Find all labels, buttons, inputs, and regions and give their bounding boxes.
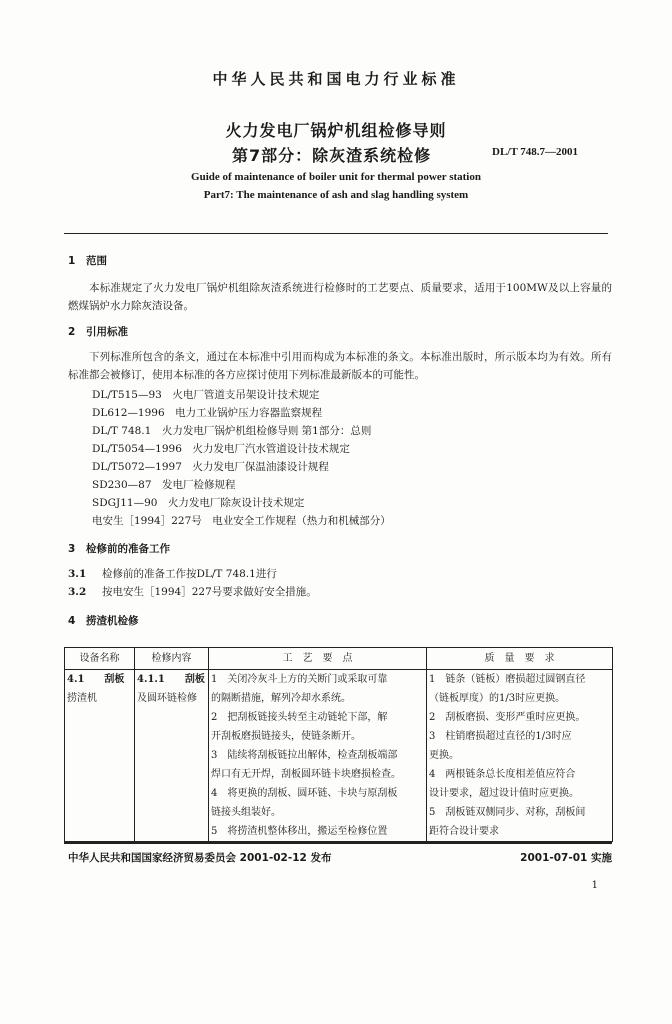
english-title-line-2: Part7: The maintenance of ash and slag handling system	[203, 189, 469, 201]
section-number: 4	[68, 615, 76, 627]
cell-line: 4 两根链条总长度相差值应符合	[429, 769, 576, 780]
section-2-heading	[68, 324, 128, 339]
header-equipment: 设备名称	[65, 648, 135, 670]
cell-line: 及圆环链检修	[137, 693, 197, 704]
clause-3-1	[68, 566, 277, 581]
document-number: DL/T 748.7—2001	[492, 146, 578, 158]
section-number: 3	[68, 543, 76, 555]
table-header-row	[65, 648, 613, 670]
quality-cell	[427, 670, 613, 842]
reference-item: DL/T 748.1 火力发电厂锅炉机组检修导则 第1部分：总则	[92, 425, 372, 437]
section-3-heading	[68, 541, 170, 556]
section-4-heading	[68, 613, 139, 628]
cell-line: 3 陆续将刮板链拉出解体，检查刮板端部	[211, 750, 398, 761]
reference-item: DL/T515—93 火电厂管道支吊架设计技术规定	[92, 389, 320, 401]
page-number: 1	[591, 880, 598, 891]
cell-line: 4.1 刮板	[67, 674, 125, 685]
section-2-text: 下列标准所包含的条文，通过在本标准中引用而构成为本标准的条文。本标准出版时，所示版本均为有效。所有标准都会被修订，使用本标准的各方应探讨使用下列标准最新版本的可能性。	[68, 351, 612, 381]
cell-line: 焊口有无开焊，刮板圆环链卡块磨损检查。	[211, 769, 401, 780]
cell-line: 链接头组装好。	[211, 807, 281, 818]
cell-line: 1 关闭冷灰斗上方的关断门或采取可靠	[211, 674, 388, 685]
cell-line: 更换。	[429, 750, 459, 761]
clause-text: 按电安生［1994］227号要求做好安全措施。	[102, 586, 317, 598]
section-number: 2	[68, 326, 76, 338]
header-divider	[64, 233, 608, 234]
cell-line: 4.1.1 刮板	[137, 674, 205, 685]
document-title: 火力发电厂锅炉机组检修导则	[225, 121, 447, 140]
cell-line: 3 柱销磨损超过直径的1/3时应	[429, 731, 572, 742]
cell-line: 开刮板磨损链接头，使链条断开。	[211, 731, 361, 742]
section-1-text: 本标准规定了火力发电厂锅炉机组除灰渣系统进行检修时的工艺要点、质量要求，适用于100MW及以上容量的燃煤锅炉水力除灰渣设备。	[68, 282, 612, 312]
clause-3-2	[68, 584, 317, 599]
maintenance-table	[64, 647, 613, 842]
header-process: 工 艺 要 点	[209, 648, 427, 670]
cell-line: 2 把刮板链接头转至主动链轮下部，解	[211, 712, 388, 723]
process-cell	[209, 670, 427, 842]
header-content: 检修内容	[135, 648, 209, 670]
reference-item: SD230—87 发电厂检修规程	[92, 479, 236, 491]
section-1-heading	[68, 253, 107, 268]
cell-line: 设计要求，超过设计值时应更换。	[429, 788, 579, 799]
clause-text: 检修前的准备工作按DL/T 748.1进行	[102, 568, 277, 580]
cell-line: 距符合设计要求	[429, 826, 499, 837]
equipment-cell	[65, 670, 135, 842]
document-subtitle: 第7部分：除灰渣系统检修	[232, 146, 432, 165]
reference-item: DL/T5072—1997 火力发电厂保温油漆设计规程	[92, 461, 329, 473]
section-title: 捞渣机检修	[86, 615, 139, 627]
implementation-date: 2001-07-01 实施	[520, 852, 612, 864]
cell-line: （链板厚度）的1/3时应更换。	[429, 693, 566, 704]
reference-item: DL/T5054—1996 火力发电厂汽水管道设计技术规定	[92, 443, 350, 455]
clause-number: 3.1	[68, 568, 87, 580]
cell-line: 5 将捞渣机整体移出，搬运至检修位置	[211, 826, 388, 837]
table-row	[65, 670, 613, 842]
clause-number: 3.2	[68, 586, 87, 598]
section-number: 1	[68, 255, 76, 267]
footer-divider	[64, 842, 612, 844]
cell-line: 捞渣机	[67, 693, 97, 704]
header-quality: 质 量 要 求	[427, 648, 613, 670]
reference-item: SDGJ11—90 火力发电厂除灰设计技术规定	[92, 497, 305, 509]
section-title: 引用标准	[86, 326, 128, 338]
cell-line: 1 链条（链板）磨损超过圆钢直径	[429, 674, 586, 685]
reference-item: DL612—1996 电力工业锅炉压力容器监察规程	[92, 407, 323, 419]
section-title: 范围	[86, 255, 107, 267]
reference-item: 电安生［1994］227号 电业安全工作规程（热力和机械部分）	[92, 515, 391, 527]
cell-line: 2 刮板磨损、变形严重时应更换。	[429, 712, 586, 723]
issue-statement: 中华人民共和国国家经济贸易委员会 2001-02-12 发布	[68, 852, 332, 864]
english-title-line-1: Guide of maintenance of boiler unit for thermal power station	[191, 171, 481, 183]
cell-line: 5 刮板链双侧同步、对称，刮板间	[429, 807, 586, 818]
content-cell	[135, 670, 209, 842]
cell-line: 的隔断措施，解列冷却水系统。	[211, 693, 351, 704]
section-title: 检修前的准备工作	[86, 543, 170, 555]
cell-line: 4 将更换的刮板、圆环链、卡块与原刮板	[211, 788, 398, 799]
standard-title: 中华人民共和国电力行业标准	[212, 70, 460, 88]
